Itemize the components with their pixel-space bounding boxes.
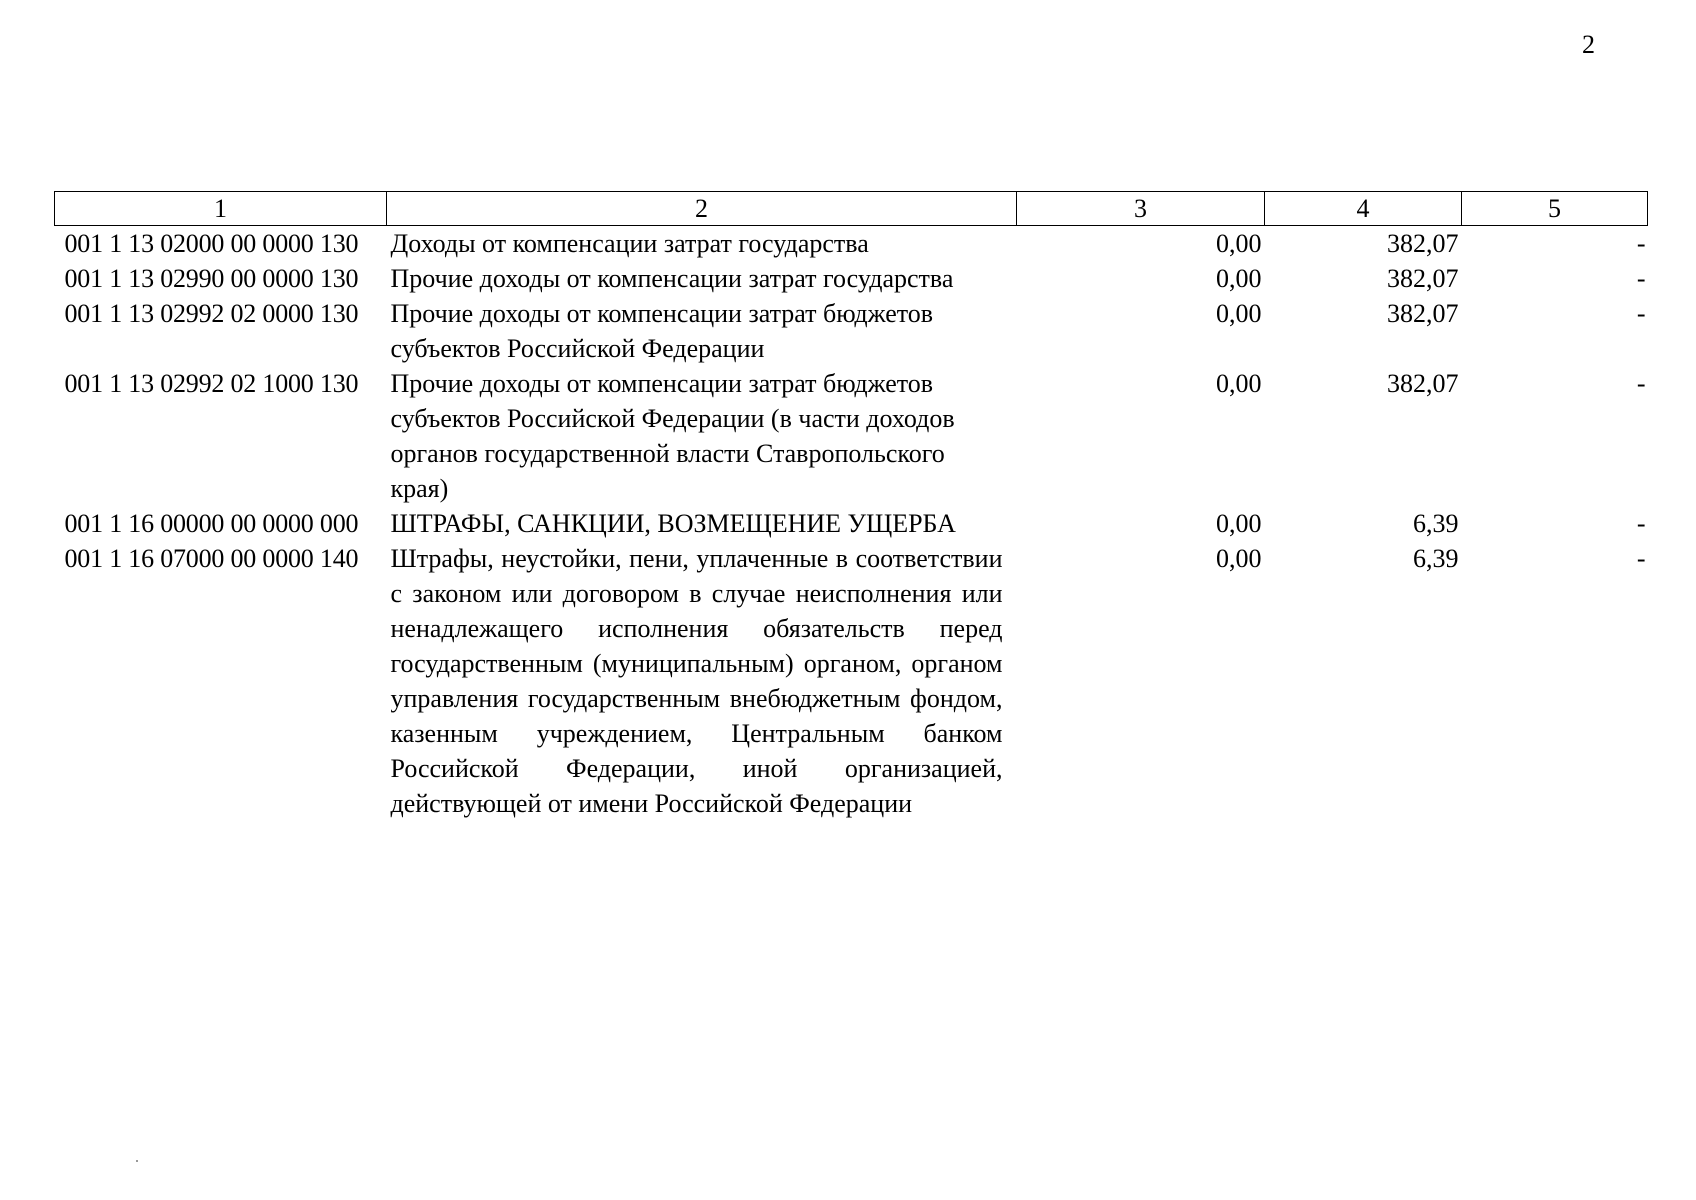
table-row: [55, 226, 1648, 262]
budget-code: 001 1 13 02990 00 0000 130: [64, 264, 359, 293]
budget-code: 001 1 16 00000 00 0000 000: [64, 509, 359, 538]
budget-code: 001 1 13 02992 02 0000 130: [64, 299, 359, 328]
value-col-3: 0,00: [1216, 544, 1262, 573]
value-col-5: -: [1636, 229, 1646, 258]
value-col-4: 382,07: [1387, 264, 1459, 293]
income-name: Прочие доходы от компенсации затрат бюджетов субъектов Российской Федерации (в части доходов органов государственной власти Ставропольского края): [390, 369, 955, 503]
value-col-3: 0,00: [1216, 229, 1262, 258]
table-row: [55, 541, 1648, 821]
value-col-4: 382,07: [1387, 369, 1459, 398]
value-col-5: -: [1636, 264, 1646, 293]
table-row: [55, 506, 1648, 541]
header-col-2: 2: [387, 192, 1017, 226]
value-col-3: 0,00: [1216, 509, 1262, 538]
income-name: Доходы от компенсации затрат государства: [390, 229, 869, 258]
value-col-4: 382,07: [1387, 299, 1459, 328]
table-row: [55, 261, 1648, 296]
revenue-table: [54, 191, 1648, 821]
table-row: [55, 366, 1648, 506]
income-name: Прочие доходы от компенсации затрат государства: [390, 264, 954, 293]
income-name: Прочие доходы от компенсации затрат бюджетов субъектов Российской Федерации: [390, 299, 934, 363]
header-col-3: 3: [1017, 192, 1265, 226]
budget-code: 001 1 13 02000 00 0000 130: [64, 229, 359, 258]
table-row: [55, 296, 1648, 366]
value-col-4: 6,39: [1413, 509, 1459, 538]
value-col-5: -: [1636, 544, 1646, 573]
header-col-5: 5: [1462, 192, 1648, 226]
value-col-3: 0,00: [1216, 369, 1262, 398]
table-header: [55, 192, 1648, 226]
value-col-3: 0,00: [1216, 299, 1262, 328]
value-col-5: -: [1636, 509, 1646, 538]
budget-code: 001 1 13 02992 02 1000 130: [64, 369, 359, 398]
header-col-1: 1: [55, 192, 387, 226]
header-row: [55, 192, 1648, 226]
header-col-4: 4: [1265, 192, 1462, 226]
value-col-3: 0,00: [1216, 264, 1262, 293]
income-name: ШТРАФЫ, САНКЦИИ, ВОЗМЕЩЕНИЕ УЩЕРБА: [390, 509, 956, 538]
income-name: Штрафы, неустойки, пени, уплаченные в соответствии с законом или договором в случае неисполнения или ненадлежащего исполнения обязательств перед государственным (муниципальным) органом, органом управления государственным внебюджетным фондом, казенным учреждением, Центральным банком Российской Федерации, иной организацией, действующей от имени Российской Федерации: [390, 544, 1003, 818]
value-col-5: -: [1636, 369, 1646, 398]
value-col-5: -: [1636, 299, 1646, 328]
table-body: [55, 226, 1648, 822]
value-col-4: 382,07: [1387, 229, 1459, 258]
scan-speck: [136, 1160, 138, 1162]
value-col-4: 6,39: [1413, 544, 1459, 573]
budget-code: 001 1 16 07000 00 0000 140: [64, 544, 359, 573]
page-number: 2: [1582, 30, 1595, 59]
